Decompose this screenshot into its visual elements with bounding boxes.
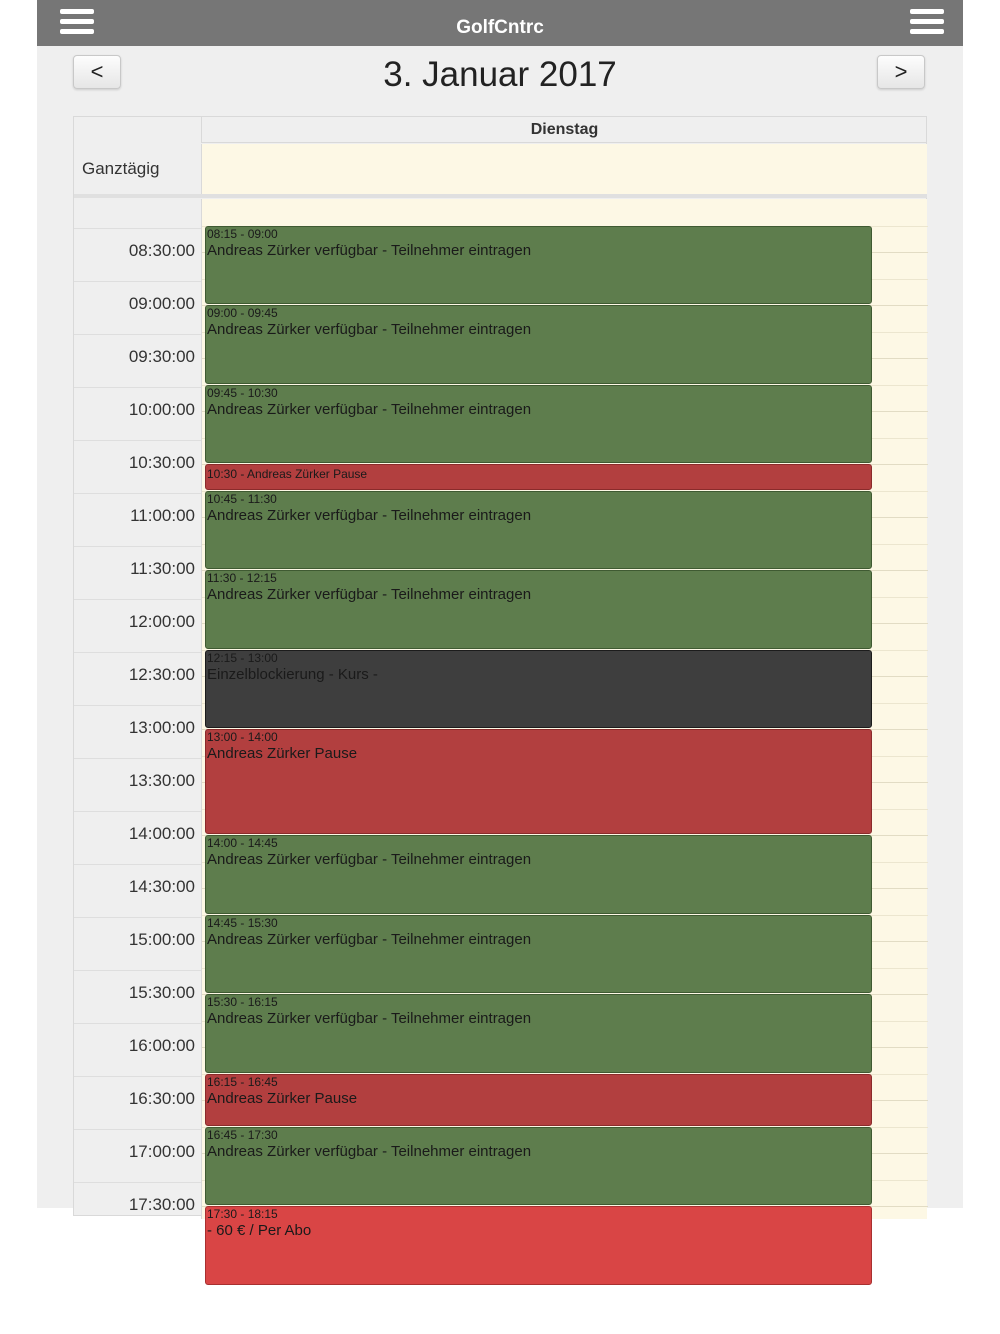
event-available[interactable]	[205, 1127, 872, 1206]
event-blocked[interactable]	[205, 650, 872, 729]
event-pause[interactable]	[205, 1074, 872, 1126]
time-row-divider	[74, 1129, 201, 1130]
time-label: 14:00:00	[128, 823, 195, 843]
time-row-divider	[74, 811, 201, 812]
event-available[interactable]	[205, 994, 872, 1073]
event-title: Andreas Zürker verfügbar - Teilnehmer eintragen	[207, 930, 532, 948]
time-label: 08:30:00	[128, 240, 195, 260]
event-pause[interactable]	[205, 464, 872, 490]
event-time: 15:30 - 16:15	[207, 995, 278, 1009]
time-row-divider	[74, 652, 201, 653]
event-separator: -	[237, 467, 248, 481]
time-label: 10:30:00	[128, 452, 195, 472]
time-row-divider	[74, 705, 201, 706]
time-label: 10:00:00	[128, 399, 195, 419]
time-label: 11:00:00	[130, 505, 195, 525]
event-pause[interactable]	[205, 729, 872, 834]
time-label: 12:00:00	[128, 611, 195, 631]
event-available[interactable]	[205, 915, 872, 994]
time-label: 16:30:00	[128, 1088, 195, 1108]
event-available[interactable]	[205, 570, 872, 649]
next-day-button[interactable]: >	[877, 55, 925, 89]
date-title: 3. Januar 2017	[383, 55, 617, 94]
time-label: 16:00:00	[128, 1035, 195, 1055]
event-title: Andreas Zürker verfügbar - Teilnehmer eintragen	[207, 241, 532, 259]
event-title: Andreas Zürker verfügbar - Teilnehmer eintragen	[207, 1010, 532, 1027]
app-screen	[37, 0, 963, 1239]
event-time: 11:30 - 12:15	[207, 571, 277, 585]
event-title: Andreas Zürker verfügbar - Teilnehmer eintragen	[207, 1142, 532, 1160]
time-row-divider	[74, 546, 201, 547]
event-available[interactable]	[205, 226, 872, 305]
event-time: 14:00 - 14:45	[207, 836, 278, 850]
options-menu-icon[interactable]	[910, 7, 944, 37]
time-label: 14:30:00	[128, 876, 195, 896]
time-row-divider	[74, 758, 201, 759]
event-title: - 60 € / Per Abo	[207, 1222, 312, 1239]
event-title: Andreas Zürker Pause	[207, 745, 358, 762]
time-row-divider	[74, 387, 201, 388]
event-time: 09:45 - 10:30	[207, 385, 278, 400]
event-title: Andreas Zürker verfügbar - Teilnehmer eintragen	[207, 506, 532, 524]
allday-divider	[74, 194, 927, 198]
event-time: 17:30 - 18:15	[207, 1207, 278, 1221]
event-time: 10:30	[207, 467, 238, 481]
event-time: 14:45 - 15:30	[207, 915, 278, 930]
previous-day-button[interactable]: <	[73, 55, 121, 89]
event-available[interactable]	[205, 835, 872, 914]
event-title: Andreas Zürker verfügbar - Teilnehmer eintragen	[207, 321, 532, 338]
event-time: 08:15 - 09:00	[207, 226, 278, 241]
event-booked[interactable]	[205, 1206, 872, 1285]
event-available[interactable]	[205, 305, 872, 384]
time-row-divider	[74, 1023, 201, 1024]
time-label: 15:30:00	[128, 982, 195, 1002]
time-row-divider	[74, 228, 201, 229]
time-label: 11:30:00	[130, 558, 195, 578]
event-title: Andreas Zürker verfügbar - Teilnehmer eintragen	[207, 851, 532, 868]
time-label: 17:30:00	[128, 1194, 195, 1214]
event-label	[206, 465, 871, 482]
event-title: Andreas Zürker verfügbar - Teilnehmer eintragen	[207, 586, 532, 603]
event-title: Andreas Zürker verfügbar - Teilnehmer eintragen	[207, 400, 532, 418]
time-label: 09:30:00	[128, 346, 195, 366]
calendar-grid	[73, 116, 927, 1239]
event-time: 10:45 - 11:30	[207, 491, 277, 506]
time-label: 09:00:00	[128, 293, 195, 313]
time-row-divider	[74, 917, 201, 918]
app-title: GolfCntrc	[456, 17, 544, 38]
event-time: 12:15 - 13:00	[207, 650, 278, 665]
time-row-divider	[74, 334, 201, 335]
time-row-divider	[74, 864, 201, 865]
time-row-divider	[74, 970, 201, 971]
event-title: Andreas Zürker Pause	[207, 1089, 358, 1107]
time-row-divider	[74, 281, 201, 282]
allday-cell[interactable]	[201, 144, 927, 194]
event-time: 16:45 - 17:30	[207, 1127, 278, 1142]
time-label: 13:00:00	[128, 717, 195, 737]
event-time: 13:00 - 14:00	[207, 730, 278, 744]
top-bar	[37, 0, 963, 46]
event-time: 16:15 - 16:45	[207, 1074, 278, 1089]
time-row-divider	[74, 599, 201, 600]
time-row-divider	[74, 440, 201, 441]
time-row-divider	[74, 1076, 201, 1077]
time-label: 13:30:00	[128, 770, 195, 790]
day-column-header: Dienstag	[201, 117, 927, 143]
event-available[interactable]	[205, 491, 872, 570]
time-label: 12:30:00	[128, 664, 195, 684]
event-title: Andreas Zürker Pause	[247, 467, 368, 481]
time-row-divider	[74, 493, 201, 494]
time-label: 15:00:00	[128, 929, 195, 949]
time-label: 17:00:00	[128, 1141, 195, 1161]
allday-label: Ganztägig	[82, 159, 160, 178]
event-title: Einzelblockierung - Kurs -	[207, 665, 378, 683]
day-column[interactable]	[201, 199, 927, 1239]
event-time: 09:00 - 09:45	[207, 306, 278, 320]
event-available[interactable]	[205, 385, 872, 464]
time-row-divider	[74, 1182, 201, 1183]
